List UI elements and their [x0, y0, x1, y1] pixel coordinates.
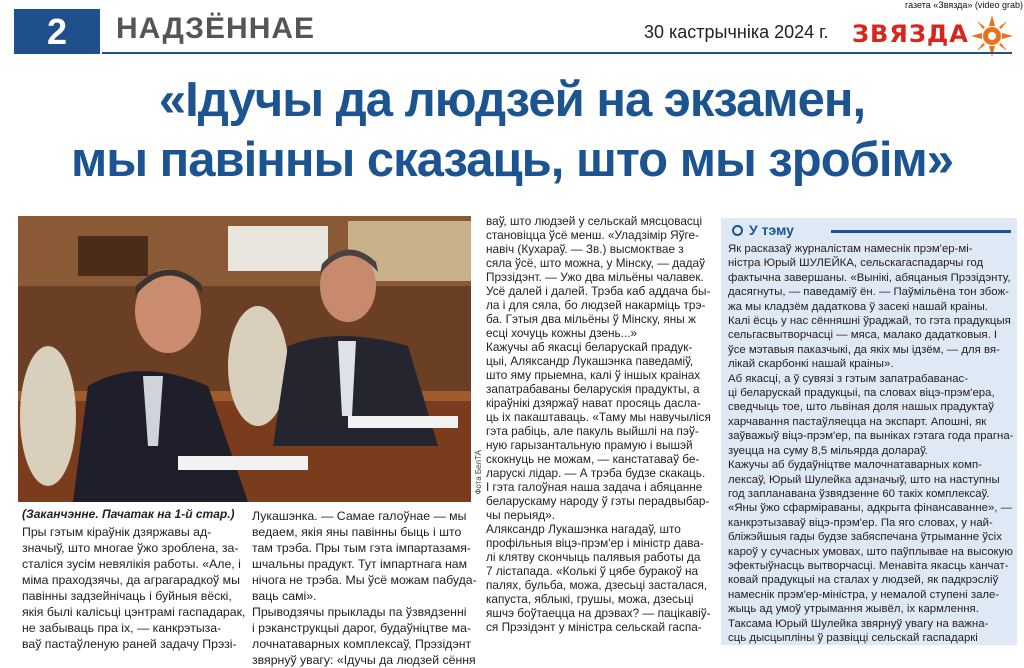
newspaper-logo: ЗВЯЗДА	[852, 20, 969, 48]
text-line: харчавання пастаўляецца на экспарт. Апошні, як	[728, 415, 987, 428]
text-line: сяла ўсё, што можна, у Мінску, — дадаў	[486, 256, 706, 270]
text-line: ці беларускай прадукцыі, па словах віцэ-прэм'ера,	[728, 387, 995, 400]
text-line: навіч (Кухараў. — Зв.) высмоктвае з	[486, 242, 684, 256]
article-column-3	[486, 214, 714, 634]
text-line: Прэзідэнт. — Ужо два мільёны чалавек.	[486, 270, 704, 284]
text-line: ларускі лідар. — А трэба будзе скакаць.	[486, 466, 706, 480]
text-line: есці хочуць кожны дзень...»	[486, 326, 638, 340]
text-line: сталіся зусім невялікія работы. «Але, і	[22, 557, 241, 571]
text-line: беларускаму народу ў гэты перадвыбар-	[486, 494, 710, 508]
text-line: міма праходзячы, да аграгарадкоў мы	[22, 573, 240, 587]
text-line: Калі ёсць у нас сённяшні ўраджай, то гэта прадукцыя	[728, 315, 1011, 328]
sidebar-text	[728, 242, 1014, 645]
text-line: сельгасвытворчасці — мяса, малако дадатковыя. І	[728, 329, 998, 342]
text-line: «Яны ўжо сфарміраваны, адкрыта фінансаванне», —	[728, 502, 1013, 515]
text-line: яшчэ боўтаецца на дрэвах? — пацікавіў-	[486, 606, 711, 620]
text-line: канкрэтызаваў віцэ-прэм'ер. Па яго словах, у най-	[728, 516, 993, 529]
text-line: ваць самі».	[252, 589, 317, 603]
text-line: Таксама Юрый Шулейка звярнуў увагу на важна-	[728, 617, 989, 630]
text-line: лі клятву скончыць палявыя работы да	[486, 550, 701, 564]
continuation-caption: (Заканчэнне. Пачатак на 1-й стар.)	[22, 507, 235, 521]
meeting-photo	[18, 216, 471, 502]
text-line: не забываць пра іх, — канкрэтыза-	[22, 621, 222, 635]
text-line: Лукашэнка. — Самае галоўнае — мы	[252, 509, 467, 523]
header-rule	[102, 52, 1012, 54]
text-line: Кажучы аб якасці беларускай прадук-	[486, 340, 693, 354]
headline	[30, 70, 994, 190]
text-line: ковай прадукцыі на сталах у людзей, як падкрэсліў	[728, 574, 999, 587]
source-credit: газета «Звязда» (video grab)	[905, 0, 1023, 10]
headline-line-2: мы павінны сказаць, што мы зробім»	[70, 133, 954, 187]
text-line: нічога не трэба. Мы ўсё можам пабуда-	[252, 573, 477, 587]
text-line: ваў, што людзей у сельскай мясцовасці	[486, 214, 703, 228]
text-line: павінны задзейнічаць і буйныя вёскі,	[22, 589, 232, 603]
article-column-1	[22, 524, 250, 652]
text-line: звярнуў увагу: «Ідучы да людзей сёння	[252, 653, 476, 667]
text-line: цыі, Аляксандр Лукашэнка паведаміў,	[486, 354, 694, 368]
text-line: лексаў, Юрый Шулейка адзначыў, што на наступны	[728, 473, 1000, 486]
text-line: становіцца ўсё менш. «Уладзімір Яўге-	[486, 228, 700, 242]
photo-credit: Фота БелТА	[474, 450, 483, 495]
text-line: кароў у сучасных умовах, што паўплывае на высокую	[728, 545, 1013, 558]
text-line: заўважыў віцэ-прэм'ер, па выніках гэтага года прагна-	[728, 430, 1014, 443]
circle-bullet-icon	[732, 225, 743, 236]
text-line: дасягнуты, — паведаміў ён. — Паўмільёна тон збож-	[728, 286, 1009, 299]
text-line: Аляксандр Лукашэнка нагадаў, што	[486, 522, 681, 536]
text-line: чы перыяд».	[486, 508, 556, 522]
section-title: НАДЗЁННАЕ	[116, 12, 316, 45]
text-line: лікай скарбонкі нашай краіны».	[728, 358, 894, 371]
page-number: 2	[14, 9, 100, 54]
text-line: жыць ад умоў утрымання жывёл, іх кармлення.	[728, 603, 979, 616]
text-line: сведчыць тое, што львіная доля нашых прадуктаў	[728, 401, 994, 414]
text-line: шчальны прадукт. Тут імпартнага нам	[252, 557, 468, 571]
text-line: і рэканструкцыі дарог, будаўніцтве ма-	[252, 621, 472, 635]
text-line: якія былі калісьці цэнтрамі гаспадарак,	[22, 605, 246, 619]
text-line: 7 лістапада. «Колькі ў цябе буракоў на	[486, 564, 699, 578]
text-line: Кажучы аб будаўніцтве малочнатаварных комп-	[728, 459, 982, 472]
text-line: ся Прэзідэнт у міністра сельскай гаспа-	[486, 620, 702, 634]
sidebar-title: У тэму	[749, 222, 794, 238]
text-line: эфектыўнасць вытворчасці. Менавіта якасць канчат-	[728, 559, 1009, 572]
text-line: ваў пастаўленую раней задачу Прэзі-	[22, 637, 237, 651]
text-line: ную гарызантальную прамую і вышэй	[486, 438, 693, 452]
text-line: фактычна завершаны. «Вынікі, абяцаныя Прэзідэнту,	[728, 271, 1011, 284]
text-line: значыў, што многае ўжо зроблена, за-	[22, 541, 239, 555]
text-line: ба. Гэтыя два мільёны ў Мінску, яны ж	[486, 312, 696, 326]
text-line: намеснік прэм'ер-міністра, у немалой ступені зале-	[728, 588, 1000, 601]
text-line: ла і для сяла, бо людзей накарміць трэ-	[486, 298, 706, 312]
text-line: там трэба. Пры тым гэта імпартазамя-	[252, 541, 472, 555]
text-line: запатрабаваны беларускія прадукты, а	[486, 382, 700, 396]
text-line: І гэта галоўная наша задача і абяцанне	[486, 480, 703, 494]
text-line: Усё далей і далей. Трэба каб аддача бы-	[486, 284, 711, 298]
sidebar-title-rule	[831, 230, 1011, 233]
text-line: Як расказаў журналістам намеснік прэм'ер-мі-	[728, 243, 973, 255]
text-line: кіраўнікі дзяржаў нават просяць дасла-	[486, 396, 701, 410]
text-line: скокнуць не можам, — канстатаваў бе-	[486, 452, 700, 466]
text-line: гэта рабіць, але пакуль выйшлі на пэў-	[486, 424, 699, 438]
text-line: сць дысцыпліны ў развіцці сельскай гаспадаркі	[728, 631, 978, 644]
text-line: палях, бульба, можа, дзесьці засталася,	[486, 578, 708, 592]
text-line: ўсе мэтавыя паказчыкі, да якіх мы ідзём, — для вя-	[728, 343, 1000, 356]
text-line: профільныя віцэ-прэм'ер і міністр дава-	[486, 536, 704, 550]
text-line: капуста, яблыкі, грушы, можа, дзесьці	[486, 592, 694, 606]
issue-date: 30 кастрычніка 2024 г.	[644, 22, 829, 42]
article-column-2	[252, 508, 477, 668]
text-line: зуецца на суму 8,5 мільярда долараў.	[728, 444, 928, 457]
text-line: жа мы кладзём дадаткова ў засекі нашай краіны.	[728, 300, 988, 313]
text-line: Прыводзячы прыклады па ўзвядзенні	[252, 605, 467, 619]
text-line: год запланавана ўзвядзенне 60 такіх комплексаў.	[728, 487, 990, 500]
text-line: ведаем, якія яны павінны быць і што	[252, 525, 462, 539]
text-line: ць іх пакаштаваць. «Таму мы навучыліся	[486, 410, 711, 424]
text-line: бліжэйшыя гады будзе забяспечана ўтрыманне ўсіх	[728, 531, 1002, 544]
headline-line-1: «Ідучы да людзей на экзамен,	[158, 73, 866, 127]
text-line: Пры гэтым кіраўнік дзяржавы ад-	[22, 525, 212, 539]
text-line: Аб якасці, а ў сувязі з гэтым запатрабаванас-	[728, 372, 969, 385]
text-line: лочнатаварных комплексаў, Прэзідэнт	[252, 637, 472, 651]
text-line: ністра Юрый ШУЛЕЙКА, сельскагаспадарчы год	[728, 257, 984, 270]
text-line: што яму прыемна, калі ў іншых краінах	[486, 368, 701, 382]
